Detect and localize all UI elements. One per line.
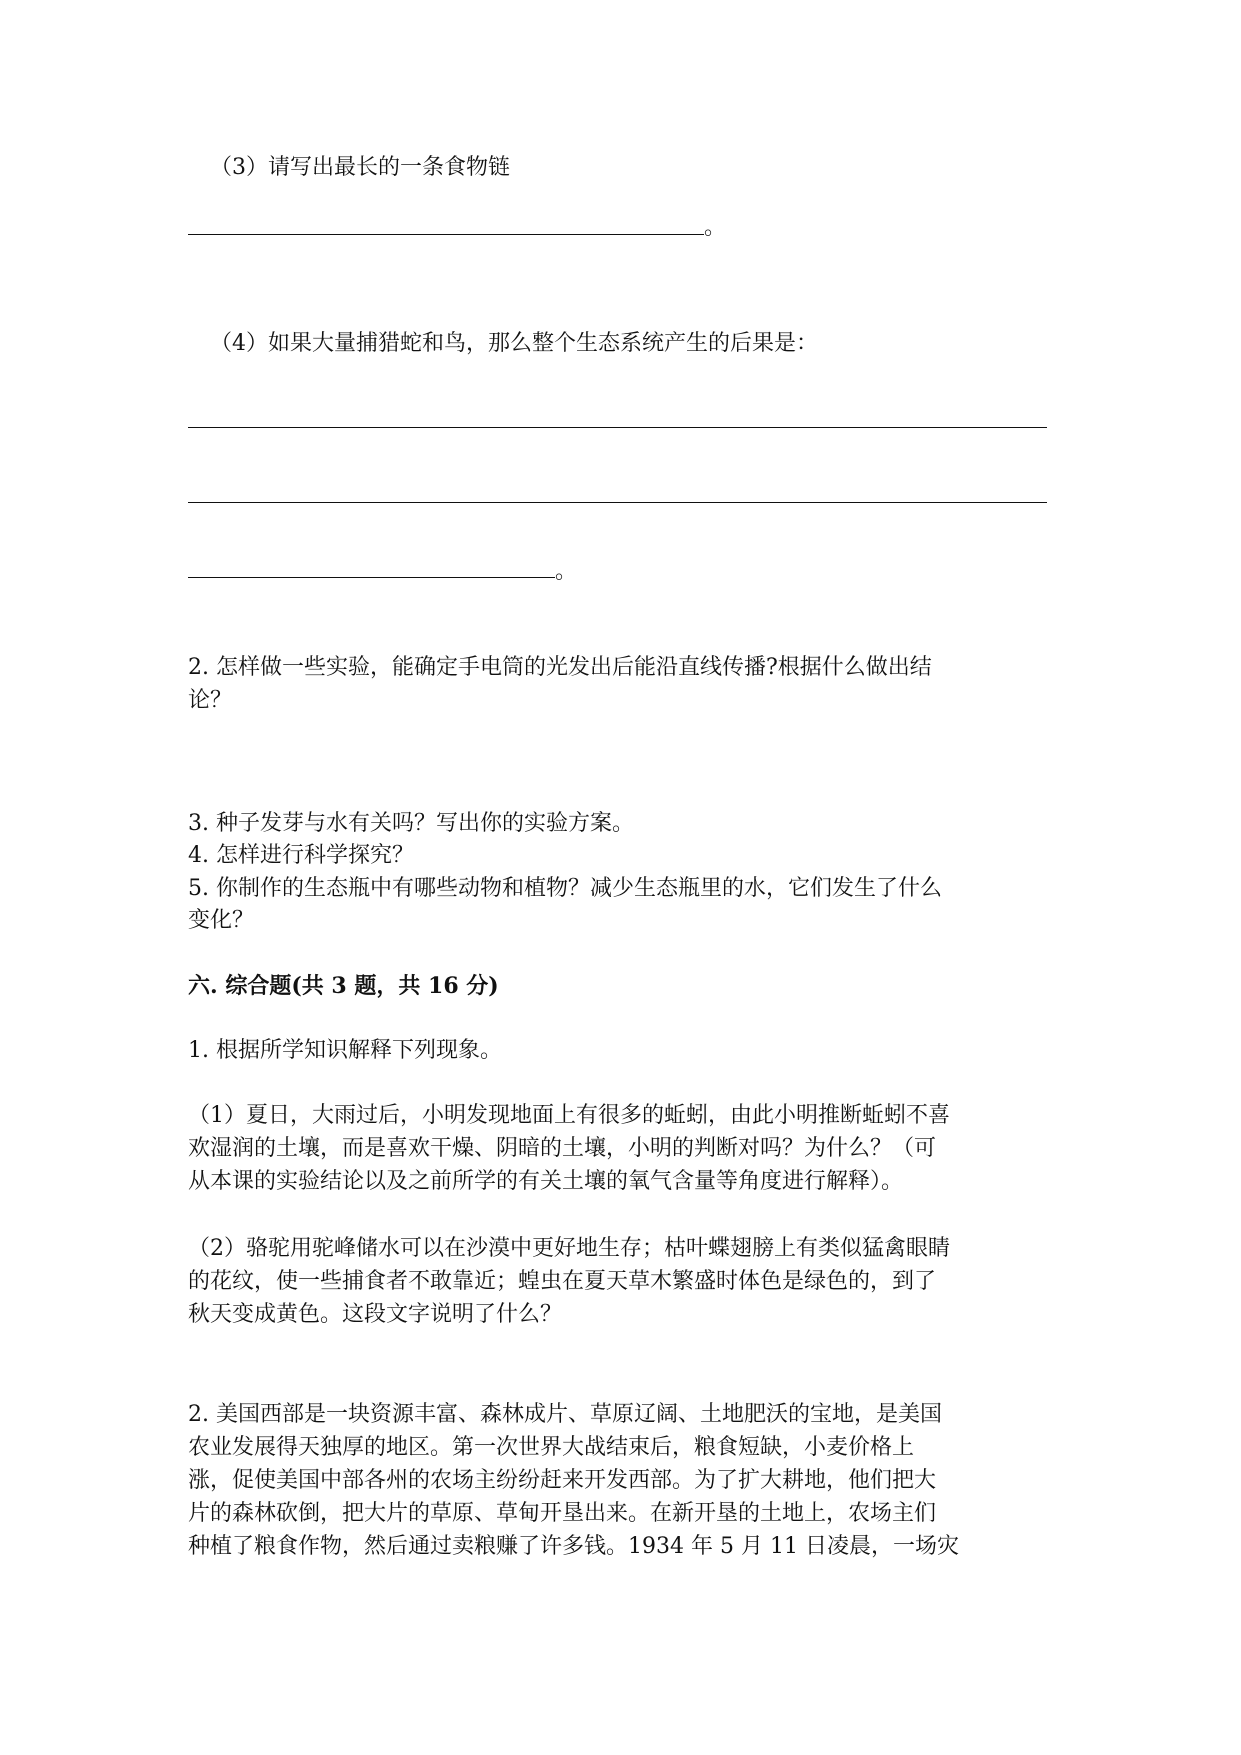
q5-line-1: 5. 你制作的生态瓶中有哪些动物和植物？减少生态瓶里的水，它们发生了什么 xyxy=(188,876,942,901)
q2-line-1: 2. 怎样做一些实验，能确定手电筒的光发出后能沿直线传播?根据什么做出结 xyxy=(188,655,932,680)
answer-line[interactable] xyxy=(188,427,1047,428)
s6-q1-part2-line-3: 秋天变成黄色。这段文字说明了什么？ xyxy=(188,1302,563,1327)
answer-line[interactable] xyxy=(188,502,1047,503)
q1-part4-prompt: （4）如果大量捕猎蛇和鸟，那么整个生态系统产生的后果是： xyxy=(210,331,818,356)
s6-q1-stem: 1. 根据所学知识解释下列现象。 xyxy=(188,1038,502,1063)
s6-q1-part2-line-1: （2）骆驼用驼峰储水可以在沙漠中更好地生存；枯叶蝶翅膀上有类似猛禽眼睛 xyxy=(188,1236,950,1261)
period-mark: 。 xyxy=(555,559,578,584)
s6-q2-line-3: 涨，促使美国中部各州的农场主纷纷赶来开发西部。为了扩大耕地，他们把大 xyxy=(188,1468,937,1493)
q3-text: 3. 种子发芽与水有关吗？写出你的实验方案。 xyxy=(188,811,634,836)
s6-q2-line-2: 农业发展得天独厚的地区。第一次世界大战结束后，粮食短缺，小麦价格上 xyxy=(188,1435,915,1460)
q1-part3-prompt: （3）请写出最长的一条食物链 xyxy=(210,155,510,180)
answer-line[interactable] xyxy=(188,234,704,235)
s6-q1-part2-line-2: 的花纹，使一些捕食者不敢靠近；蝗虫在夏天草木繁盛时体色是绿色的，到了 xyxy=(188,1269,937,1294)
s6-q2-line-1: 2. 美国西部是一块资源丰富、森林成片、草原辽阔、土地肥沃的宝地，是美国 xyxy=(188,1402,942,1427)
section-heading: 六. 综合题(共 3 题，共 16 分) xyxy=(188,973,499,999)
s6-q2-line-4: 片的森林砍倒，把大片的草原、草甸开垦出来。在新开垦的土地上，农场主们 xyxy=(188,1501,937,1526)
period-mark: 。 xyxy=(704,215,727,240)
s6-q1-part1-line-2: 欢湿润的土壤，而是喜欢干燥、阴暗的土壤，小明的判断对吗？为什么？（可 xyxy=(188,1136,937,1161)
answer-line[interactable] xyxy=(188,577,555,578)
q4-text: 4. 怎样进行科学探究？ xyxy=(188,843,414,868)
s6-q1-part1-line-1: （1）夏日，大雨过后，小明发现地面上有很多的蚯蚓，由此小明推断蚯蚓不喜 xyxy=(188,1103,950,1128)
q2-line-2: 论？ xyxy=(188,688,233,713)
q5-line-2: 变化？ xyxy=(188,908,255,933)
s6-q1-part1-line-3: 从本课的实验结论以及之前所学的有关土壤的氧气含量等角度进行解释）。 xyxy=(188,1169,904,1194)
s6-q2-line-5: 种植了粮食作物，然后通过卖粮赚了许多钱。1934 年 5 月 11 日凌晨，一场灾 xyxy=(188,1534,959,1559)
